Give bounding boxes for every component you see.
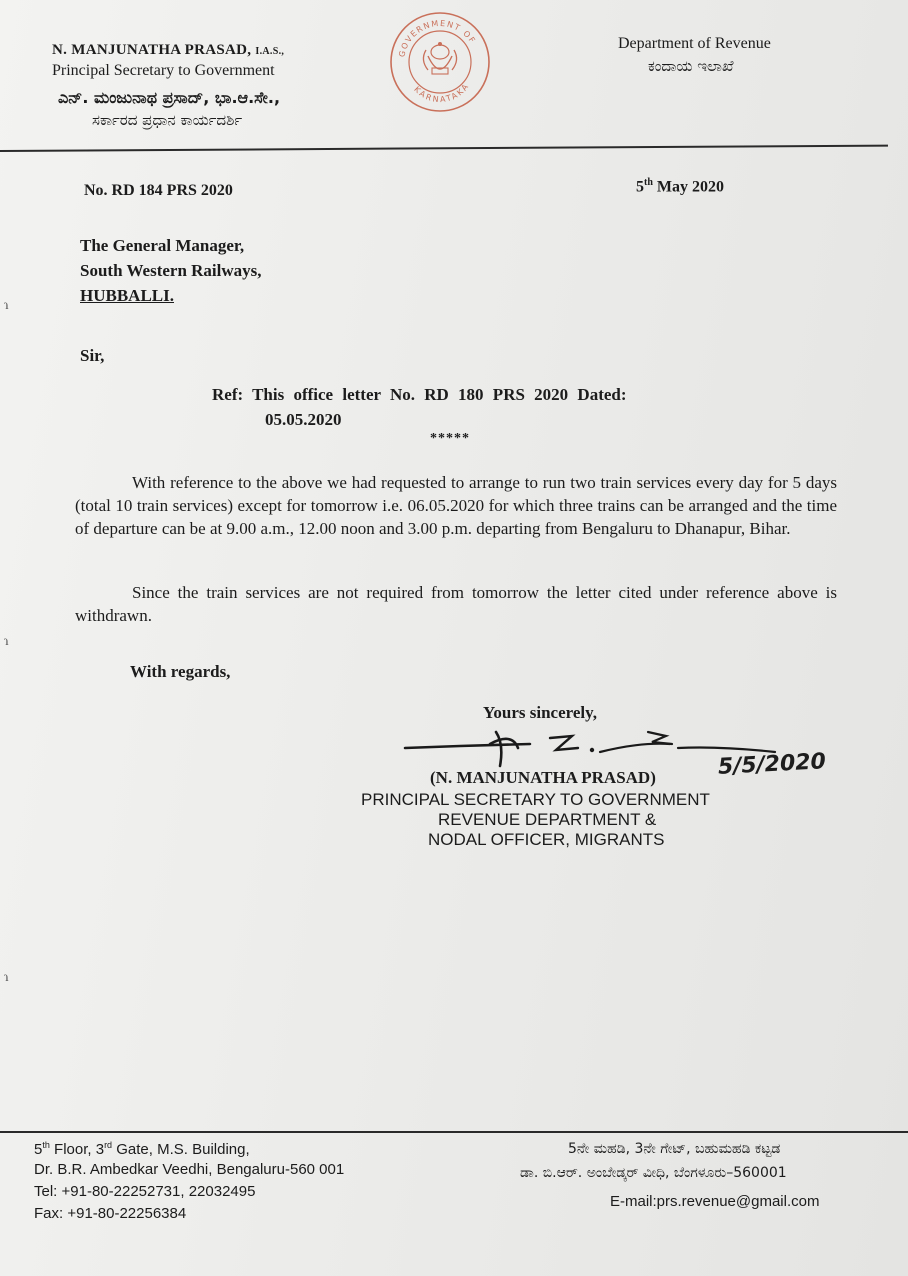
sender-title: Principal Secretary to Government (52, 62, 275, 79)
header-divider (0, 145, 888, 152)
signatory-name: (N. MANJUNATHA PRASAD) (430, 768, 656, 787)
date-day: 5 (636, 178, 644, 196)
closing-regards: With regards, (130, 662, 231, 681)
addressee-line-1: The General Manager, (80, 236, 245, 255)
footer-floor-sup: th (42, 1140, 50, 1150)
svg-text:KARNATAKA: KARNATAKA (412, 81, 472, 105)
signatory-designation-3: NODAL OFFICER, MIGRANTS (428, 830, 665, 849)
handwritten-date: 5/5/2020 (717, 749, 827, 780)
letter-reference-number: No. RD 184 PRS 2020 (84, 182, 233, 199)
date-suffix: th (644, 177, 653, 188)
sender-title-kannada: ಸರ್ಕಾರದ ಪ್ರಧಾನ ಕಾರ್ಯದರ್ಶಿ (92, 111, 243, 129)
footer-floor-text: Floor, 3 (49, 1141, 105, 1158)
separator-stars: ***** (430, 431, 470, 446)
body-paragraph-1 (75, 471, 837, 540)
footer-telephone: Tel: +91-80-22252731, 22032495 (34, 1183, 256, 1200)
footer-divider (0, 1131, 908, 1133)
sender-ias: I.A.S., (255, 46, 285, 57)
body-paragraph-2 (75, 581, 837, 627)
salutation: Sir, (80, 346, 105, 365)
department-name-kannada: ಕಂದಾಯ ಇಲಾಖೆ (648, 57, 734, 75)
margin-mark: ɿ (4, 634, 9, 649)
government-seal-icon (388, 10, 492, 114)
sender-name-kannada: ಎನ್. ಮಂಜುನಾಥ ಪ್ರಸಾದ್, ಭಾ.ಆ.ಸೇ., (58, 88, 281, 107)
footer-floor: 5 (34, 1141, 43, 1158)
footer-gate-text: Gate, M.S. Building, (112, 1141, 250, 1158)
reference-line-2: 05.05.2020 (265, 410, 342, 429)
footer-address-line-1 (34, 1140, 250, 1158)
footer-address-kannada-1: 5ನೇ ಮಹಡಿ, 3ನೇ ಗೇಟ್, ಬಹುಮಹಡಿ ಕಟ್ಟಡ (568, 1141, 781, 1157)
sender-name-text: N. MANJUNATHA PRASAD, (52, 42, 252, 58)
addressee-line-3: HUBBALLI. (80, 286, 174, 305)
svg-text:GOVERNMENT OF: GOVERNMENT OF (397, 18, 478, 58)
closing-yours-sincerely: Yours sincerely, (483, 703, 597, 722)
footer-address-line-2: Dr. B.R. Ambedkar Veedhi, Bengaluru-560 001 (34, 1161, 345, 1178)
date-month-year: May 2020 (652, 178, 725, 196)
footer-gate-sup: rd (104, 1140, 113, 1150)
footer-fax: Fax: +91-80-22256384 (34, 1205, 187, 1222)
margin-mark: ɿ (4, 970, 9, 985)
addressee-line-2: South Western Railways, (80, 261, 262, 280)
footer-email: E-mail:prs.revenue@gmail.com (610, 1193, 820, 1210)
sender-name (52, 42, 284, 59)
signatory-designation-1: PRINCIPAL SECRETARY TO GOVERNMENT (361, 790, 710, 809)
letter-date (636, 177, 724, 196)
margin-mark: ɿ (4, 298, 9, 313)
body-paragraph-2-text: Since the train services are not required from tomorrow the letter cited under reference above is withdrawn. (75, 583, 837, 625)
department-name: Department of Revenue (618, 35, 771, 52)
signatory-designation-2: REVENUE DEPARTMENT & (438, 810, 657, 829)
footer-address-kannada-2: ಡಾ. ಬಿ.ಆರ್. ಅಂಬೇಡ್ಕರ್ ವೀಧಿ, ಬೆಂಗಳೂರು–560001 (520, 1165, 787, 1181)
body-paragraph-1-text: With reference to the above we had requested to arrange to run two train services every day for 5 days (total 10 train services) except for tomorrow i.e. 06.05.2020 for which three trains can be arranged and the time of departure can be at 9.00 a.m., 12.00 noon and 3.00 p.m. departing from Bengaluru to Dhanapur, Bihar. (75, 473, 837, 538)
reference-line-1: Ref: This office letter No. RD 180 PRS 2020 Dated: (212, 385, 627, 404)
